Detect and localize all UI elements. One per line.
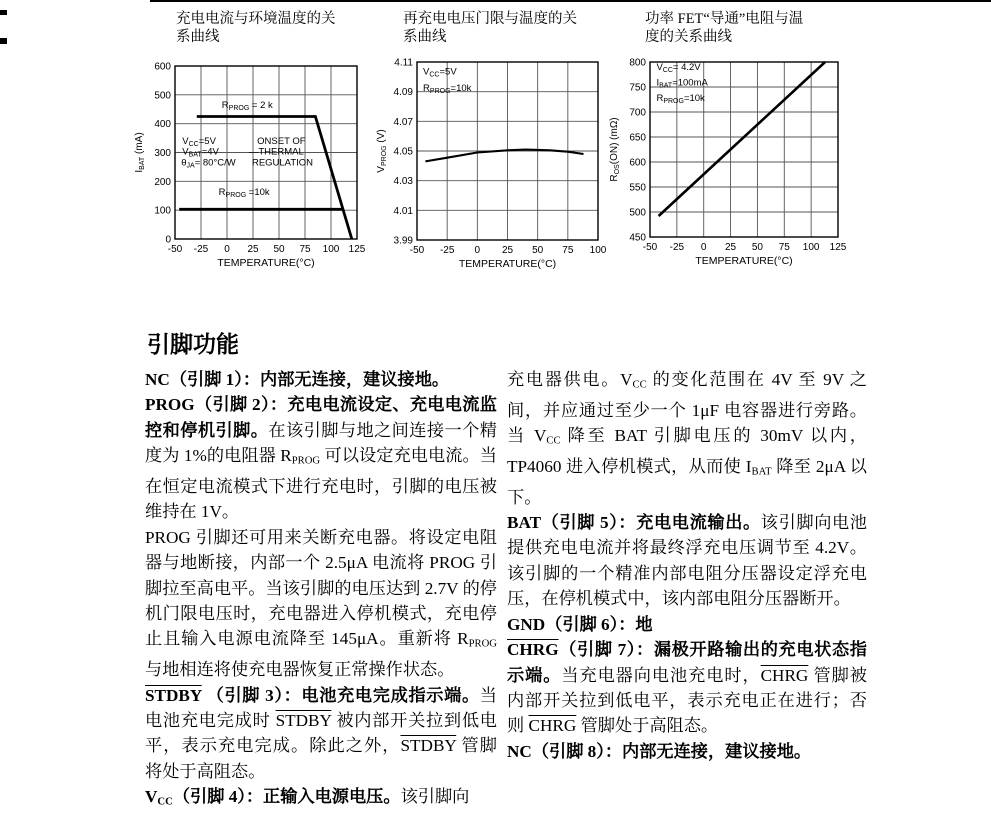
pin-functions-left-column	[145, 367, 497, 815]
pin3-stdby-description	[145, 683, 497, 785]
text-run: （引脚 7）：漏极开路输出的充电状态指示端。	[507, 640, 867, 685]
chart-title-line: 度的关系曲线	[645, 28, 732, 45]
svg-text:650: 650	[629, 132, 646, 144]
svg-text:700: 700	[629, 107, 646, 119]
svg-text:400: 400	[154, 119, 171, 131]
pin-functions-heading: 引脚功能	[147, 332, 239, 357]
svg-text:75: 75	[778, 242, 790, 253]
subscript-text: PROG	[291, 455, 321, 467]
svg-text:REGULATION: REGULATION	[251, 157, 314, 169]
scan-artifact-mark	[0, 10, 7, 15]
svg-text:4.05: 4.05	[393, 146, 413, 158]
text-run: 管脚将处于高阻态。	[145, 736, 497, 781]
chart-title-charge-current	[176, 11, 336, 46]
scan-artifact-mark	[0, 38, 7, 44]
text-run: PROG 引脚还可用来关断充电器。将设定电阻器与地断接，内部一个 2.5μA 电流将 PROG 引脚拉至高电平。当该引脚的电压达到 2.7V 的停机门限电压时，充电器进入停机模式，充电停止且输入电源电流降至 145μA。重新将	[145, 527, 497, 649]
svg-text:VBAT=4V: $V_{BAT}=4V$	[182, 146, 219, 159]
svg-text:800: 800	[629, 57, 646, 69]
text-run: 降至 2μA 以下。	[507, 456, 867, 507]
pin2-prog-description	[145, 392, 497, 524]
svg-text:VCC=5V: $V_{CC}=5V$	[182, 135, 216, 148]
text-run: R	[280, 446, 292, 466]
svg-text:100: 100	[154, 205, 171, 217]
text-run: GND（引脚 6）：地	[507, 614, 653, 634]
svg-text:IBAT (mA): $I_{BAT}$ (mA)	[134, 132, 146, 173]
text-run: 与地相连将使充电器恢复正常操作状态。	[145, 660, 455, 680]
pin4-vcc-description	[145, 784, 497, 815]
text-run: 当电池充电完成时	[145, 685, 497, 730]
svg-text:75: 75	[299, 244, 311, 255]
svg-text:ROS(ON) (mΩ): $R_{OS}(ON)$ (mΩ)	[609, 117, 621, 182]
top-rule-divider	[150, 0, 991, 2]
svg-text:75: 75	[562, 245, 574, 256]
svg-text:-50: -50	[642, 242, 658, 253]
svg-text:500: 500	[154, 90, 171, 102]
svg-text:TEMPERATURE(°C): TEMPERATURE(°C)	[458, 258, 557, 270]
overline-signal-name: STDBY	[400, 736, 457, 756]
pin1-nc-description	[145, 367, 497, 392]
svg-text:-25: -25	[669, 242, 685, 253]
pin-functions-right-column	[507, 367, 867, 764]
text-run: 在该引脚与地之间连接一个精度为 1%的电阻器	[145, 420, 497, 466]
svg-text:4.07: 4.07	[393, 116, 413, 128]
pin5-bat-description	[507, 510, 867, 612]
text-run: NC（引脚 1）：内部无连接，建议接地。	[145, 370, 450, 389]
svg-text:-50: -50	[167, 244, 183, 255]
chart-title-line: 功率 FET“导通”电阻与温	[645, 11, 804, 27]
chart-charge-current-vs-temperature	[131, 56, 369, 283]
svg-text:50: 50	[273, 244, 285, 255]
svg-text:3.99: 3.99	[393, 235, 413, 247]
svg-text:ONSET OF: ONSET OF	[257, 135, 306, 147]
subscript-text: CC	[546, 435, 561, 447]
svg-text:450: 450	[629, 232, 646, 244]
text-run: R	[457, 629, 469, 649]
svg-text:600: 600	[154, 61, 171, 73]
svg-text:TEMPERATURE(°C): TEMPERATURE(°C)	[217, 257, 315, 269]
svg-text:RPROG =10k: $R_{PROG} =10k$	[218, 187, 270, 200]
text-run: PROG（引脚 2）：充电电流设定、充电电流监控和停机引脚。	[145, 395, 497, 440]
chart-title-line: 系曲线	[176, 28, 220, 45]
svg-text:200: 200	[154, 176, 171, 188]
svg-text:0: 0	[224, 244, 230, 255]
svg-text:TEMPERATURE(°C): TEMPERATURE(°C)	[695, 255, 793, 267]
svg-text:IBAT=100mA: $I_{BAT}=100mA$	[656, 77, 708, 90]
chart-title-recharge-threshold	[403, 11, 577, 46]
svg-text:25: 25	[247, 244, 259, 255]
text-run: 管脚被内部开关拉到低电平，表示充电正在进行；否则	[507, 665, 867, 736]
text-run: 该引脚向	[400, 787, 470, 807]
text-run: BAT（引脚 5）：充电电流输出。	[507, 513, 761, 533]
text-run: V	[533, 426, 547, 446]
chart-svg	[606, 52, 850, 281]
svg-text:-50: -50	[409, 245, 425, 256]
svg-text:-25: -25	[439, 245, 455, 256]
text-run: （引脚 3）：电池充电完成指示端。	[201, 685, 480, 705]
subscript-text: CC	[632, 379, 647, 391]
text-run: （引脚 4）：正输入电源电压。	[172, 787, 401, 807]
pin4-vcc-continuation	[507, 367, 867, 510]
svg-text:-25: -25	[193, 244, 209, 255]
pin8-nc-description	[507, 739, 867, 764]
text-run: 被内部开关拉到低电平，表示充电完成。除此之外，	[145, 710, 497, 756]
chart-recharge-threshold-vs-temperature	[373, 52, 610, 284]
overline-signal-name: STDBY	[275, 710, 332, 730]
overline-signal-name: CHRG	[760, 665, 809, 685]
svg-text:50: 50	[532, 245, 544, 256]
svg-text:0: 0	[165, 234, 171, 246]
svg-text:RPROG=10k: $R_{PROG}=10k$	[423, 82, 472, 95]
svg-text:4.03: 4.03	[393, 176, 413, 188]
svg-text:50: 50	[751, 242, 763, 253]
svg-text:—THERMAL: —THERMAL	[248, 146, 304, 158]
subscript-text: PROG	[468, 638, 497, 650]
svg-text:4.11: 4.11	[394, 57, 413, 69]
svg-text:VCC=5V: $V_{CC}=5V$	[423, 66, 457, 79]
svg-text:θJA= 80°C/W: $\theta_{JA}= 80^\circ C/W$	[181, 157, 236, 170]
svg-text:125: 125	[348, 244, 366, 255]
svg-text:300: 300	[154, 148, 171, 159]
chart-title-fet-on-resistance	[645, 11, 803, 46]
svg-text:VCC= 4.2V: $V_{CC}= 4.2V$	[656, 62, 701, 74]
text-run: NC（引脚 8）：内部无连接，建议接地。	[507, 741, 812, 761]
svg-text:500: 500	[629, 207, 646, 219]
svg-text:RPROG=10k: $R_{PROG}=10k$	[656, 93, 705, 105]
svg-text:RPROG = 2 k: $R_{PROG} = 2$ k	[221, 99, 273, 112]
svg-text:VPROG (V): $V_{PROG}$ (V)	[376, 129, 388, 173]
chart-title-line: 再充电电压门限与温度的关	[403, 11, 577, 27]
svg-text:100: 100	[322, 244, 340, 255]
svg-text:750: 750	[629, 82, 646, 94]
svg-text:550: 550	[629, 182, 646, 194]
text-run: I	[745, 456, 752, 476]
text-run: 可以设定充电电流。当在恒定电流模式下进行充电时，引脚的电压被维持在 1V。	[145, 446, 497, 522]
overline-signal-name: CHRG	[507, 640, 559, 660]
svg-text:100: 100	[802, 242, 820, 253]
overline-signal-name: STDBY	[145, 685, 202, 705]
pin2-prog-shutdown-paragraph	[145, 525, 497, 683]
text-run: V	[145, 787, 158, 807]
chart-svg	[373, 52, 610, 284]
text-run: 充电器供电。	[507, 370, 621, 389]
chart-title-line: 系曲线	[403, 28, 447, 45]
subscript-text: BAT	[751, 466, 772, 478]
overline-signal-name: CHRG	[528, 716, 577, 736]
svg-text:0: 0	[474, 245, 481, 256]
chart-rdson-vs-temperature	[606, 52, 850, 281]
text-run: 该引脚向电池提供充电电流并将最终浮充电压调节至 4.2V。该引脚的一个精准内部电阻分压器设定浮充电压，在停机模式中，该内部电阻分压器断开。	[507, 513, 867, 609]
svg-text:4.01: 4.01	[393, 205, 413, 217]
chart-title-line: 充电电流与环境温度的关	[176, 11, 336, 27]
text-run: 降至 BAT 引脚电压的 30mV 以内，TP4060 进入停机模式，从而使	[507, 426, 867, 476]
pin7-chrg-description	[507, 637, 867, 739]
svg-text:100: 100	[589, 245, 607, 256]
chart-svg	[131, 56, 369, 283]
svg-text:600: 600	[629, 157, 646, 169]
text-run: 管脚处于高阻态。	[576, 716, 719, 736]
text-run: 的变化范围在 4V 至 9V 之间，并应通过至少一个 1μF 电容器进行旁路。当	[507, 370, 867, 446]
svg-text:25: 25	[725, 242, 737, 253]
text-run: V	[620, 370, 633, 389]
svg-text:0: 0	[700, 242, 707, 253]
text-run: 当充电器向电池充电时，	[561, 665, 761, 685]
svg-text:25: 25	[501, 245, 514, 256]
svg-text:125: 125	[829, 242, 847, 253]
svg-text:4.09: 4.09	[393, 87, 413, 99]
pin6-gnd-description	[507, 612, 867, 637]
subscript-text: CC	[157, 796, 173, 808]
